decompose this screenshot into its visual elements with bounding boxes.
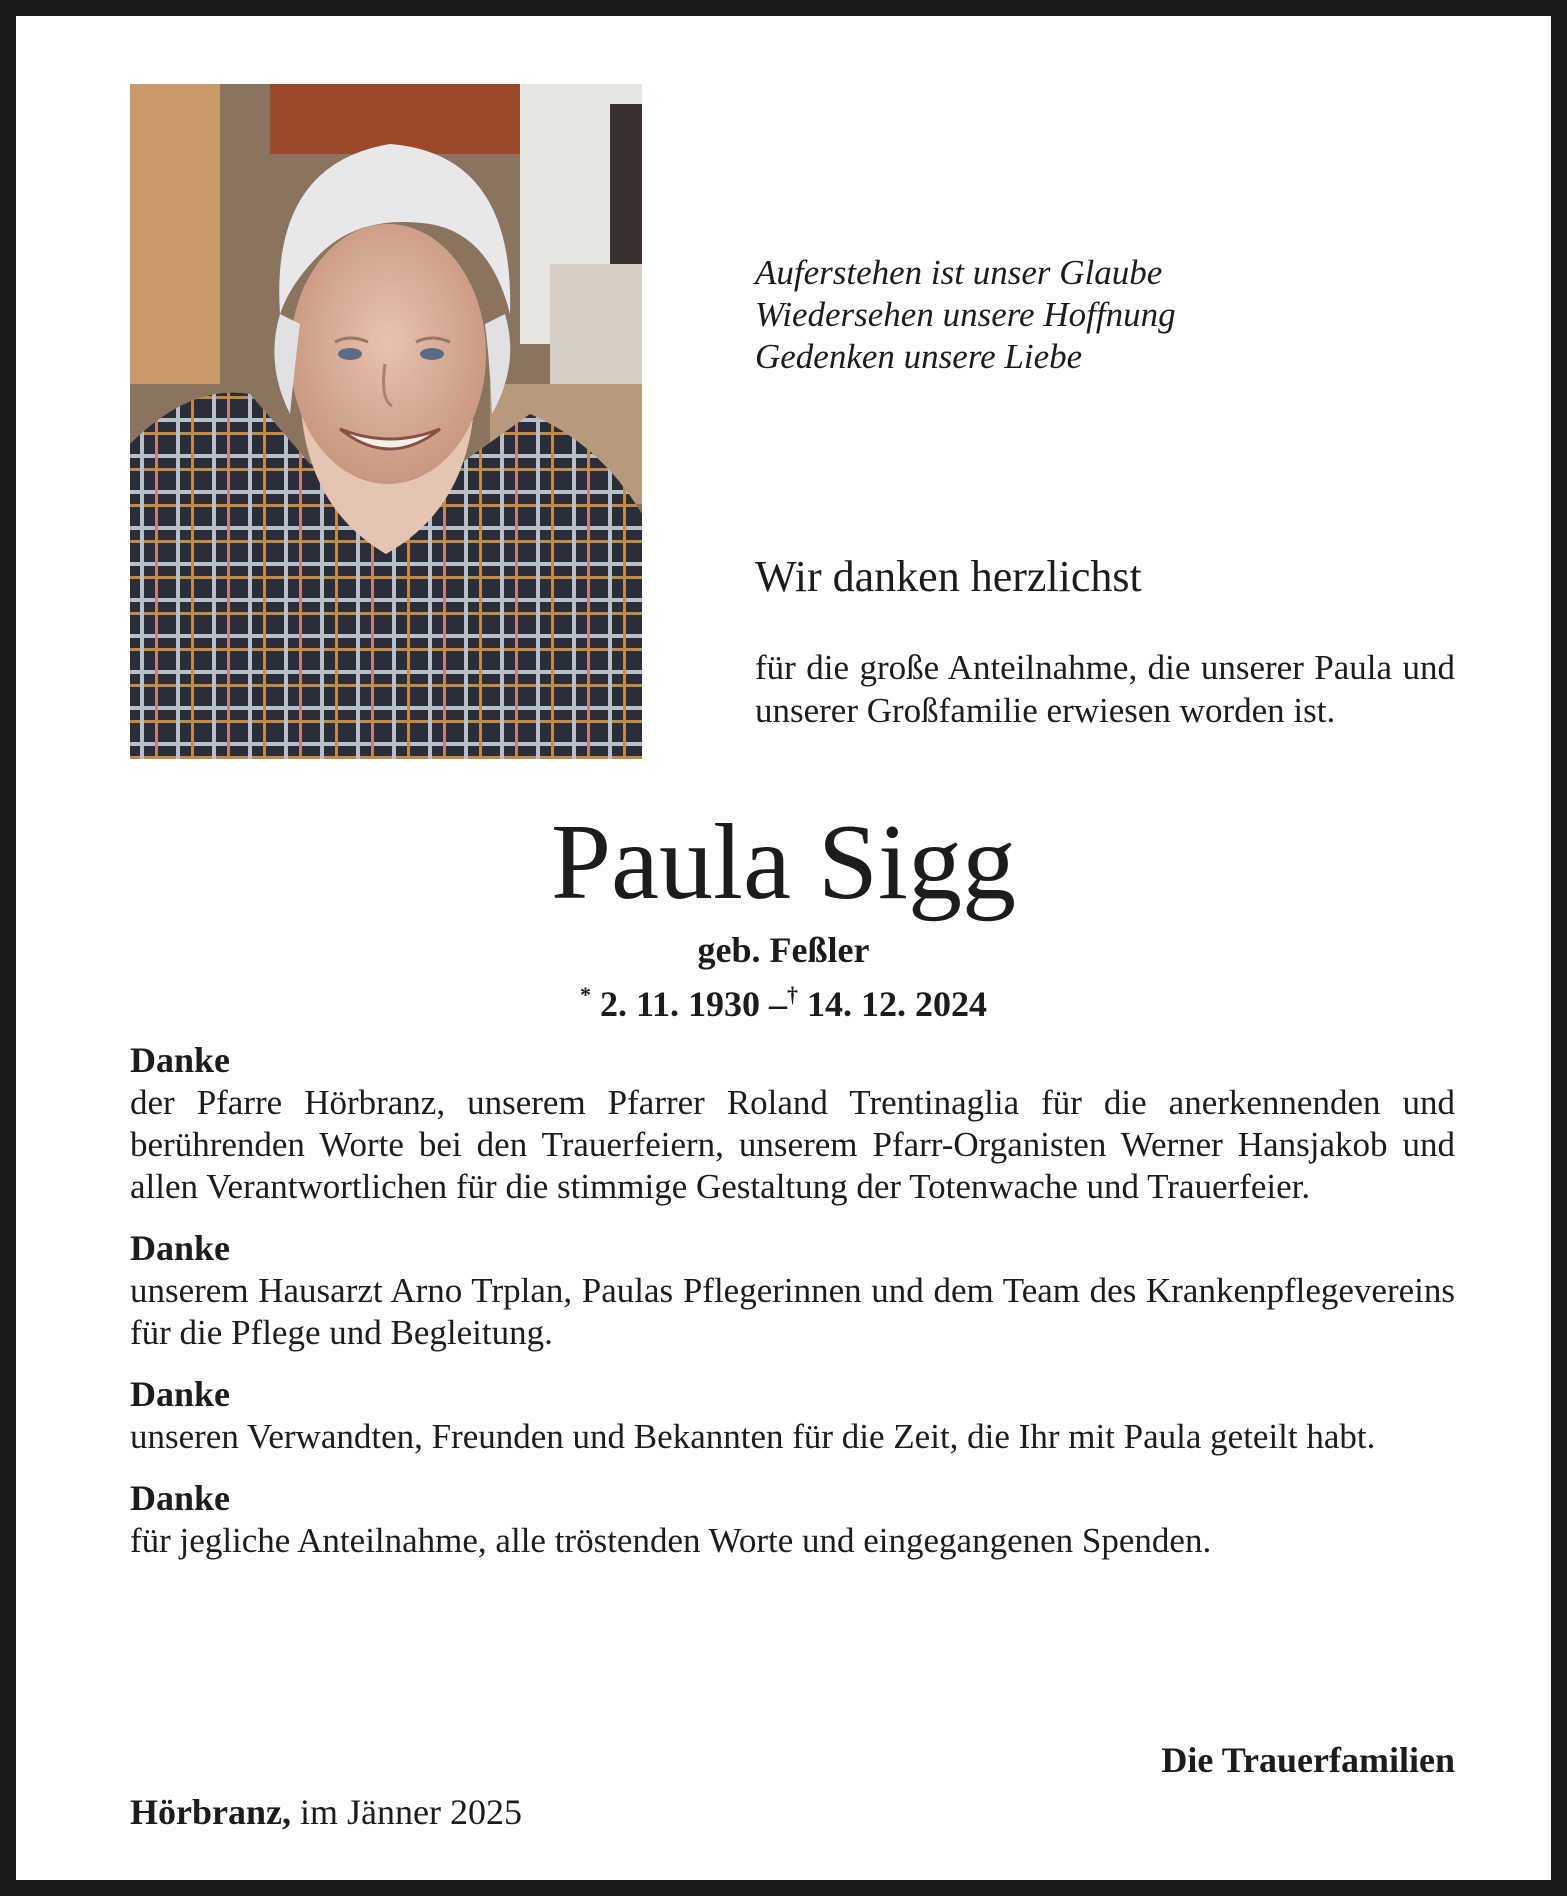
section-heading: Danke bbox=[130, 1478, 231, 1518]
section-heading: Danke bbox=[130, 1374, 231, 1414]
section-text: unseren Verwandten, Freunden und Bekannten für die Zeit, die Ihr mit Paula geteilt habt. bbox=[130, 1417, 1376, 1456]
section-heading: Danke bbox=[130, 1040, 231, 1080]
place-date-text: im Jänner 2025 bbox=[299, 1792, 522, 1832]
thanks-section bbox=[130, 1038, 1455, 1208]
section-heading: Danke bbox=[130, 1228, 231, 1268]
thanks-section bbox=[130, 1226, 1455, 1354]
verse bbox=[755, 252, 1475, 378]
thanks-section bbox=[130, 1372, 1455, 1458]
place-date bbox=[130, 1790, 522, 1834]
section-text: unserem Hausarzt Arno Trplan, Paulas Pflegerinnen und dem Team des Krankenpflegevereins für die Pflege und Begleitung. bbox=[130, 1271, 1455, 1352]
verse-line: Wiedersehen unsere Hoffnung bbox=[755, 295, 1176, 334]
death-symbol: † bbox=[787, 982, 798, 1007]
birth-symbol: * bbox=[579, 982, 591, 1007]
obituary-notice bbox=[16, 16, 1551, 1880]
verse-line: Auferstehen ist unser Glaube bbox=[755, 253, 1163, 292]
death-date: 14. 12. 2024 bbox=[807, 984, 987, 1024]
portrait-photo bbox=[130, 84, 642, 759]
signature: Die Trauerfamilien bbox=[1161, 1740, 1455, 1780]
thanks-title: Wir danken herzlichst bbox=[755, 552, 1142, 601]
section-text: der Pfarre Hörbranz, unserem Pfarrer Roland Trentinaglia für die anerkennenden und berührenden Worte bei den Trauerfeiern, unserem Pfarr-Organisten Werner Hansjakob und allen Verantwortlichen für die stimmige Gestaltung der Totenwache und Trauerfeier. bbox=[130, 1083, 1455, 1206]
portrait-illustration bbox=[130, 84, 642, 759]
maiden-name: geb. Feßler bbox=[697, 930, 870, 970]
deceased-name: Paula Sigg bbox=[550, 803, 1016, 922]
date-separator: – bbox=[769, 984, 787, 1024]
birth-date: 2. 11. 1930 bbox=[599, 984, 760, 1024]
section-text: für jegliche Anteilnahme, alle tröstenden Worte und eingegangenen Spenden. bbox=[130, 1521, 1212, 1560]
verse-line: Gedenken unsere Liebe bbox=[755, 337, 1083, 376]
thanks-sections bbox=[130, 1038, 1455, 1580]
thanks-text: für die große Anteilnahme, die unserer Paula und unserer Großfamilie erwiesen worden ist. bbox=[755, 648, 1455, 730]
thanks-section bbox=[130, 1476, 1455, 1562]
place-town: Hörbranz, bbox=[130, 1792, 291, 1832]
life-dates bbox=[16, 972, 1551, 1027]
